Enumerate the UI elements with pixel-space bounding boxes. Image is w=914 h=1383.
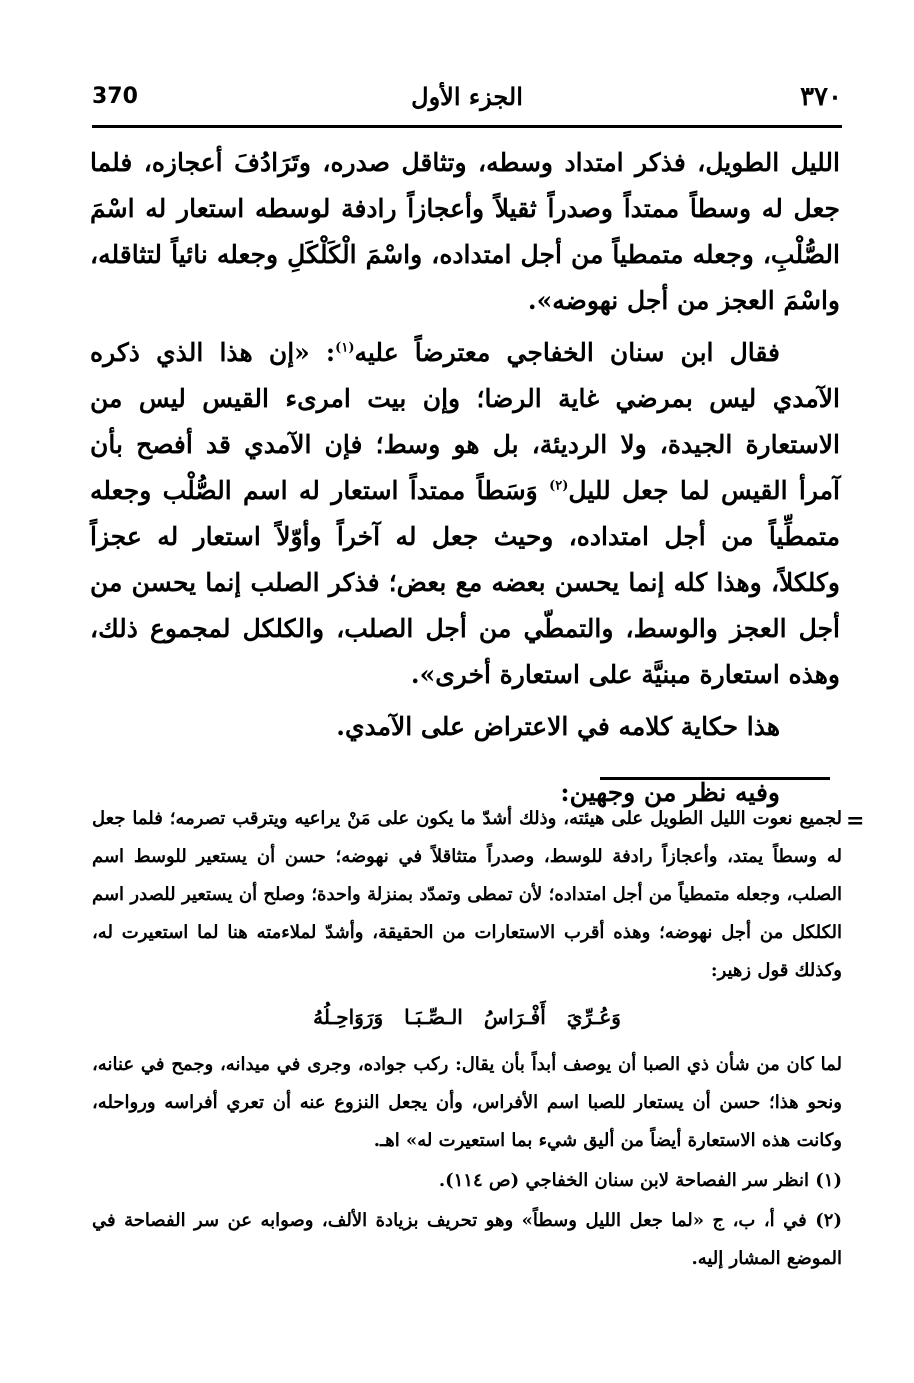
- paragraph-4: وفيه نظر من وجهين:: [560, 778, 780, 807]
- page-header: [92, 82, 842, 122]
- footnote-continued-text: لجميع نعوت الليل الطويل على هيئته، وذلك أشدّ ما يكون على مَنْ يراعيه ويترقب تصرمه؛ فلما جعل له وسطاً يمتد، وأعجازاً رادفة للوسط، وصدراً متثاقلاً في نهوضه؛ حسن أن يستعير للوسط اسم الصلب، وجعله متمطياً من أجل امتداده؛ لأن تمطى وتمدّد بمنزلة واحدة؛ وصلح أن يستعير للصدر اسم الكلكل من أجل نهوضه؛ وهذه أقرب الاستعارات من الحقيقة، وأشدّ لملاءمته هنا لما استعيرت له، وكذلك قول زهير:: [92, 808, 842, 981]
- page-number-latin: 370: [92, 84, 138, 109]
- paragraph-2-part-3: وَسَطاً ممتداً استعار له اسم الصُّلْب وجعله متمطِّياً من أجل امتداده، وحيث جعل له آخراً وأوّلاً استعار له عجزاً وكلكلاً، وهذا كله إنما يحسن بعضه مع بعض؛ فذكر الصلب إنما يحسن من أجل العجز والوسط، والتمطّي من أجل الصلب، والكلكل لمجموع ذلك، وهذه استعارة مبنيَّة على استعارة أخرى».: [90, 476, 840, 689]
- page-number-arabic: ٣٧٠: [800, 82, 842, 112]
- footnote-continued-text-2: لما كان من شأن ذي الصبا أن يوصف أبداً بأن يقال: ركب جواده، وجرى في ميدانه، وجمح في عنانه، ونحو هذا؛ حسن أن يستعار للصبا اسم الأفراس، وأن يجعل النزوع عنه أن تعري أفراسه ورواحله، وكانت هذه الاستعارة أيضاً من أليق شيء بما استعيرت له» اهـ.: [92, 1054, 842, 1151]
- footnote-separator: [600, 777, 830, 780]
- footnote-2: (٢) في أ، ب، ج «لما جعل الليل وسطاً» وهو تحريف بزيادة الألف، وصوابه عن سر الفصاحة في الموضع المشار إليه.: [92, 1210, 842, 1269]
- footnote-1: (١) انظر سر الفصاحة لابن سنان الخفاجي (ص ١١٤).: [438, 1170, 842, 1191]
- paragraph-3: هذا حكاية كلامه في الاعتراض على الآمدي.: [336, 712, 780, 741]
- footnote-verse: وَعُـرِّيَ أَفْـرَاسُ الـصِّـبَـا وَرَوَاحِـلُهُ: [313, 1005, 621, 1029]
- footnote-continuation-mark: =: [846, 808, 865, 834]
- running-title: الجزء الأول: [411, 82, 523, 111]
- footnotes: [92, 800, 842, 1278]
- paragraph-2-part-1: فقال ابن سنان الخفاجي معترضاً عليه: [354, 338, 780, 367]
- footnote-marker-1[interactable]: (١): [335, 340, 355, 356]
- paragraph-1: الليل الطويل، فذكر امتداد وسطه، وتثاقل صدره، وتَرَادُفَ أعجازه، فلما جعل له وسطاً ممتداً وصدراً ثقيلاً وأعجازاً رادفة لوسطه استعار له اسْمَ الصُّلْبِ، وجعله متمطياً من أجل امتداده، واسْمَ الْكَلْكَلِ وجعله نائياً لتثاقله، واسْمَ العجز من أجل نهوضه».: [90, 148, 840, 315]
- paragraph-2: [90, 330, 840, 698]
- header-rule: [92, 125, 842, 128]
- main-text: [90, 140, 840, 816]
- paragraph-2-part-2: : «إن هذا الذي ذكره الآمدي ليس بمرضي غاية الرضا؛ وإن بيت امرىء القيس ليس من الاستعارة الجيدة، ولا الرديئة، بل هو وسط؛ فإن الآمدي قد أفصح بأن آمرأ القيس لما جعل لليل: [90, 338, 840, 505]
- footnote-marker-2[interactable]: (٢): [549, 478, 569, 494]
